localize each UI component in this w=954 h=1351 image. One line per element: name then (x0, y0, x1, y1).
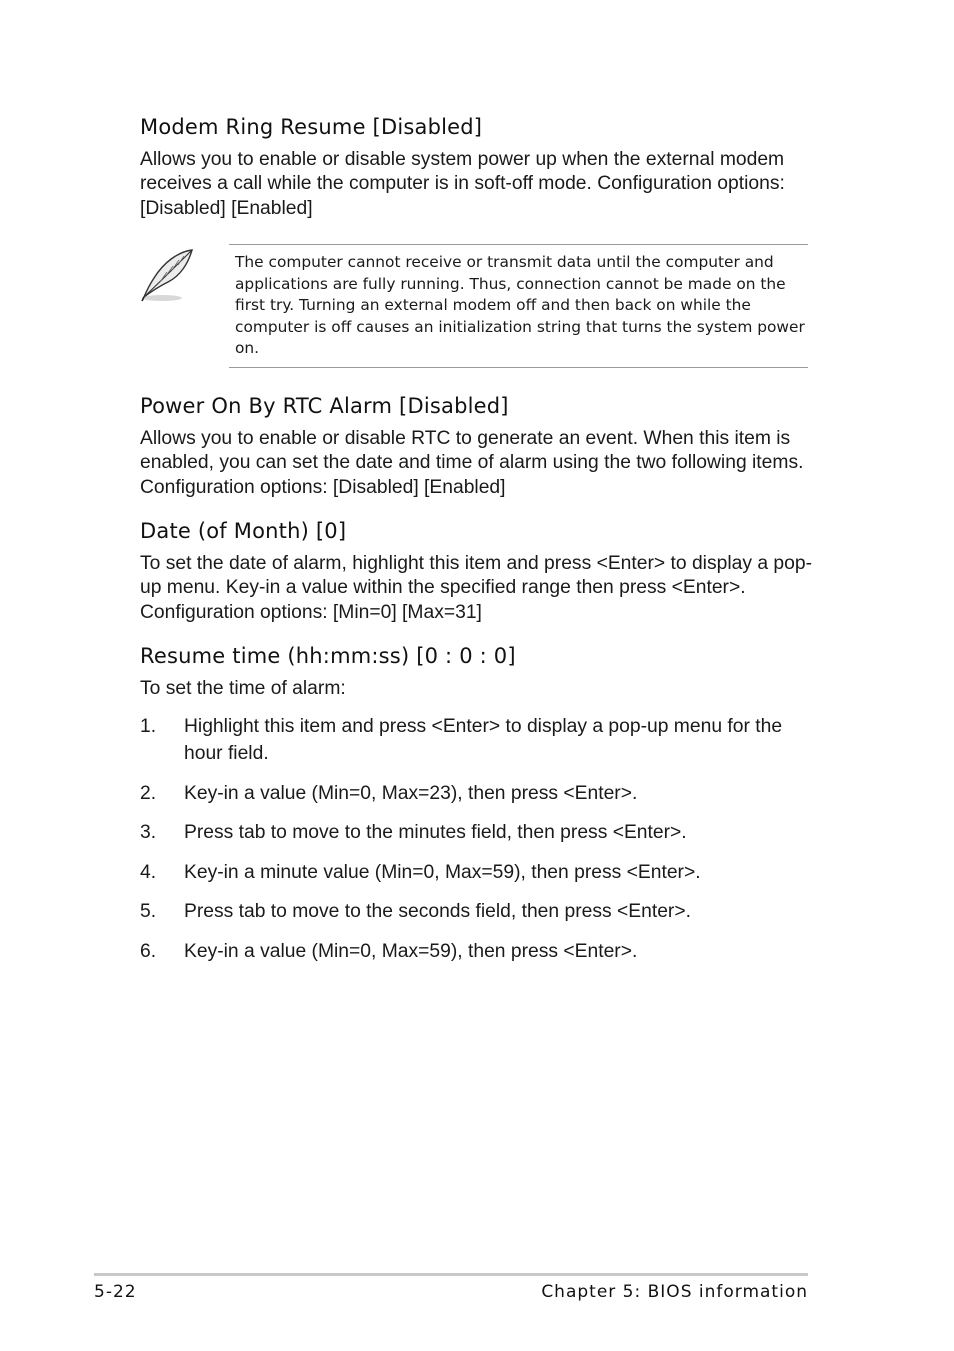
section-heading-date-of-month: Date (of Month) [0] (140, 519, 347, 543)
step-number: 2. (140, 782, 157, 804)
feather-pen-icon (138, 246, 196, 304)
step-text: Press tab to move to the minutes field, then press <Enter>. (184, 822, 687, 843)
page-number: 5-22 (94, 1282, 137, 1302)
step-number: 4. (140, 861, 157, 883)
step-text: Key-in a minute value (Min=0, Max=59), then press <Enter>. (184, 861, 701, 883)
step-number: 5. (140, 901, 157, 922)
section-body-date-of-month: To set the date of alarm, highlight this item and press <Enter> to display a pop-up menu. Key-in a value within the specified range then press <Enter>. Configuration options: [Min=0] [Max=31] (140, 553, 813, 623)
list-item (140, 859, 812, 886)
list-item (140, 898, 812, 925)
footer-divider (94, 1273, 808, 1276)
step-number: 3. (140, 822, 157, 843)
section-heading-modem-ring-resume: Modem Ring Resume [Disabled] (140, 115, 483, 139)
note-top-divider (229, 244, 808, 245)
section-body-power-on-rtc-alarm: Allows you to enable or disable RTC to generate an event. When this item is enabled, you can set the date and time of alarm using the two following items. Configuration options: [Disabled] [Enabled] (140, 428, 804, 498)
note-text: The computer cannot receive or transmit data until the computer and applications are fully running. Thus, connection cannot be made on the first try. Turning an external modem off and then back on while the computer is off causes an initialization string that turns the system power on. (235, 253, 805, 358)
section-heading-resume-time: Resume time (hh:mm:ss) [0 : 0 : 0] (140, 644, 516, 668)
list-item (140, 819, 812, 846)
resume-time-steps-list (140, 713, 812, 977)
list-item (140, 780, 812, 807)
section-body-modem-ring-resume: Allows you to enable or disable system power up when the external modem receives a call while the computer is in soft-off mode. Configuration options: [Disabled] [Enabled] (140, 149, 785, 219)
list-item (140, 713, 812, 767)
list-item (140, 938, 812, 965)
step-text: Press tab to move to the seconds field, then press <Enter>. (184, 901, 691, 922)
section-body-resume-time: To set the time of alarm: (140, 678, 346, 699)
step-number: 6. (140, 940, 157, 962)
note-bottom-divider (229, 367, 808, 368)
section-heading-power-on-rtc-alarm: Power On By RTC Alarm [Disabled] (140, 394, 509, 418)
chapter-title: Chapter 5: BIOS information (541, 1282, 808, 1302)
step-text: Key-in a value (Min=0, Max=23), then press <Enter>. (184, 782, 638, 804)
step-text: Key-in a value (Min=0, Max=59), then press <Enter>. (184, 940, 638, 962)
step-number: 1. (140, 716, 157, 737)
step-text: Highlight this item and press <Enter> to display a pop-up menu for the hour field. (184, 716, 783, 764)
